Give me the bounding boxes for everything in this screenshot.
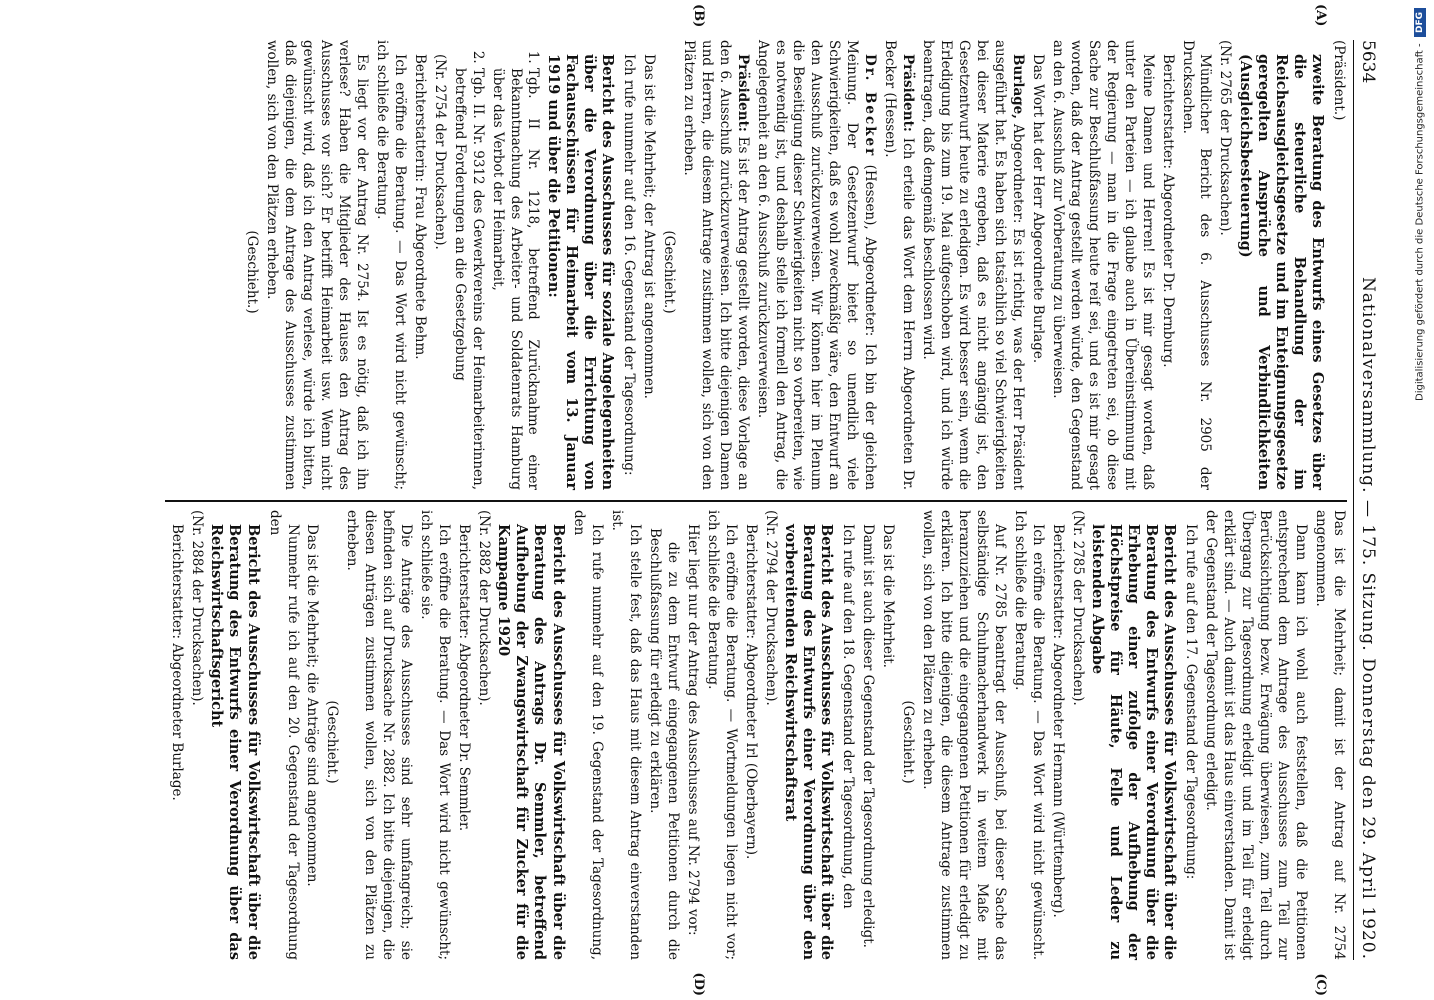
agenda-item-reporter: Berichterstatter: Abgeordneter Dr. Semmler.	[456, 524, 473, 832]
right-column	[165, 510, 1347, 996]
speech	[918, 40, 1026, 490]
agenda-item-title: Bericht des Ausschusses für Volkswirtschaft über die Beratung des Entwurfs einer Verordnung über das Reichswirtschaftsgericht	[208, 524, 262, 960]
margin-marker-b: (B)	[691, 4, 706, 28]
paragraph: Hier liegt nur der Antrag des Ausschusses auf Nr. 2794 vor:	[685, 524, 702, 936]
paragraph: Ich rufe nunmehr auf den 19. Gegenstand der Tagesordnung, den	[571, 510, 606, 960]
agenda-item-ref: (Nr. 2785 der Drucksachen).	[1069, 510, 1086, 706]
list-item: 1. Tgb. II Nr. 1218, betreffend Zurücknahme einer Bekanntmachung des Arbeiter- und Soldatenrats Hamburg über das Verbot der Heimarbeit,	[488, 68, 542, 490]
speech-text: Abgeordneter: Es ist richtig, was der Herr Präsident ausgeführt hat. Es haben sich tatsächlich so viel Schwierigkeiten bei dieser Materie ergeben, daß es nicht angängig ist, den Gesetzentwurf heute zu erledigen. Es wird besser sein, wenn die Erledigung bis zum 19. Mai aufgeschoben wird, und ich würde beantragen, daß demgemäß beschlossen wird.	[920, 40, 1026, 490]
proceedings-note: (Geschieht.)	[324, 700, 341, 784]
paragraph: Das Wort hat der Herr Abgeordnete Burlage.	[1029, 54, 1046, 364]
paragraph: Ich rufe auf den 18. Gegenstand der Tagesordnung, den	[840, 524, 857, 909]
margin-marker-d: (D)	[691, 972, 706, 996]
agenda-item-title: Bericht des Ausschusses für Volkswirtschaft über die Beratung des Entwurfs einer Verordnung über die Erhebung einer zufolge der Aufhebung der Höchstpreise für Häute, Felle und Leder zu leistenden Abgabe	[1088, 524, 1179, 960]
paragraph: Ich rufe auf den 17. Gegenstand der Tagesordnung:	[1183, 524, 1200, 880]
speech-text: Es ist der Antrag gestellt worden, diese Vorlage an den 6. Ausschuß zurückzuverweisen. Ich bitte diejenigen Damen und Herren, die diesem Antrage zustimmen wollen, sich von den Plätzen zu erheben.	[680, 40, 751, 490]
paragraph: Es liegt vor der Antrag Nr. 2754. Ist es nötig, daß ich ihn verlese? Haben die Mitglieder des Hauses den Antrag des Ausschusses vor sich? Er betrifft Heimarbeit usw. Wenn nicht gewünscht wird, daß ich den Antrag verlese, würde ich bitten, daß diejenigen, die dem Antrage des Ausschusses zustimmen wollen, sich von den Plätzen erheben.	[264, 40, 370, 490]
paragraph: Ich eröffne die Beratung. — Das Wort wird nicht gewünscht; ich schließe sie.	[418, 510, 453, 960]
agenda-item-title: Bericht des Ausschusses für Volkswirtschaft über die Beratung des Antrags Dr. Semmler, betreffend Aufhebung der Zwangswirtschaft für Zucker für die Kampagne 1920	[495, 524, 567, 960]
agenda-item-title: Bericht des Ausschusses für Volkswirtschaft über die Beratung des Entwurfs einer Verordnung über den vorbereitenden Reichswirtschaftsrat	[782, 524, 836, 960]
proceedings-note: (Geschieht.)	[244, 230, 261, 314]
agenda-item-ref: (Nr. 2884 der Drucksachen).	[189, 510, 206, 706]
agenda-item-title: Bericht des Ausschusses für soziale Angelegenheiten über die Verordnung über die Errichtung von Fachausschüssen für Heimarbeit vom 13. Januar 1919 und über die Petitionen:	[544, 54, 616, 490]
paragraph: Ich eröffne die Beratung. — Das Wort wird nicht gewünscht. Ich schließe die Beratung.	[1011, 510, 1046, 960]
agenda-item-reporter: Berichterstatter: Abgeordneter Hermann (Württemberg).	[1049, 524, 1066, 918]
paragraph: Nunmehr rufe ich auf den 20. Gegenstand der Tagesordnung den	[266, 510, 301, 960]
agenda-item-reporter: Berichterstatter: Abgeordneter Dr. Dernburg.	[1159, 54, 1176, 368]
agenda-item-reporter: Berichterstatter: Abgeordneter Burlage.	[169, 524, 186, 801]
digitization-credit	[1410, 8, 1430, 988]
agenda-item-ref: (Nr. 2765 der Drucksachen).	[1217, 40, 1234, 236]
paragraph: Ich eröffne die Beratung. — Wortmeldungen liegen nicht vor; ich schließe die Beratung.	[705, 510, 740, 960]
agenda-item-ref: (Nr. 2754 der Drucksachen).	[431, 54, 448, 250]
speech-text: (Hessen), Abgeordneter: Ich bin der gleichen Meinung. Der Gesetzentwurf bietet so unendlich viele Schwierigkeiten, daß es wohl zweckmäßig wäre, den Entwurf an den Ausschuß zurückzuverweisen. Wir können hier im Plenum die Beseitigung dieser Schwierigkeiten nicht so vorbereiten, wie es notwendig ist, und deshalb stelle ich formell den Antrag, die Angelegenheit an den 6. Ausschuß zurückzuverweisen.	[754, 40, 879, 491]
paragraph: Ich eröffne die Beratung. — Das Wort wird nicht gewünscht; ich schließe die Beratung.	[373, 40, 408, 490]
speech	[880, 40, 916, 490]
paragraph: Damit ist auch dieser Gegenstand der Tagesordnung erledigt.	[860, 524, 877, 948]
proceedings-note: (Geschieht.)	[900, 700, 917, 784]
proceedings-note: (Geschieht.)	[660, 230, 677, 314]
paragraph: Das ist die Mehrheit.	[880, 524, 897, 668]
margin-marker-c: (C)	[1313, 973, 1328, 996]
paragraph: Meine Damen und Herren! Es ist mir gesagt worden, daß unter den Parteien — ich glaube auch in Übereinstimmung mit der Regierung — man in die Frage eingetreten sei, ob diese Sache zur Beschlußfassung heute reif sei, und es ist mir gesagt worden, daß der Antrag gestellt werden würde, den Gegenstand an den 6. Ausschuß zur Vorberatung zu überweisen.	[1049, 40, 1156, 490]
paragraph: Dann kann ich wohl auch feststellen, daß die Petitionen entsprechend dem Antrage des Ausschusses zum Teil zur Berücksichtigung bezw. Erwägung überwiesen, zum Teil durch Übergang zur Tagesordnung erledigt und im Teil für erledigt erklärt sind. — Auch damit ist das Haus einverstanden. Damit ist der Gegenstand der Tagesordnung erledigt.	[1203, 510, 1310, 960]
paragraph: Das ist die Mehrheit; die Anträge sind angenommen.	[304, 524, 321, 887]
agenda-item-ref: (Nr. 2794 der Drucksachen).	[763, 510, 780, 706]
margin-marker-a: (A)	[1313, 4, 1328, 27]
paragraph: Ich rufe nunmehr auf den 16. Gegenstand der Tagesordnung:	[620, 54, 637, 476]
left-column	[165, 4, 1347, 491]
agenda-item-ref: (Nr. 2882 der Drucksachen).	[476, 510, 493, 706]
list-item: 2. Tgb. II. Nr. 9312 des Gewerkvereins der Heimarbeiterinnen, betreffend Forderungen an die Gesetzgebung	[450, 68, 486, 490]
agenda-item-reporter: Berichterstatterin: Frau Abgeordnete Behm.	[411, 54, 428, 360]
agenda-item-report: Mündlicher Bericht des 6. Ausschusses Nr. 2905 der Drucksachen.	[1179, 40, 1214, 490]
agenda-item-title: zweite Beratung des Entwurfs eines Gesetzes über die steuerliche Behandlung der im Reichsausgleichsgesetze und im Enteignungsgesetze geregelten Ansprüche und Verbindlichkeiten (Ausgleichsbesteuerung)	[1236, 54, 1327, 490]
speaker-label: (Präsident.)	[1331, 40, 1347, 121]
speech-text: Ich erteile das Wort dem Herrn Abgeordneten Dr. Becker (Hessen).	[882, 40, 917, 490]
petition-list	[450, 68, 542, 490]
page-header	[1353, 40, 1378, 960]
column-divider	[165, 500, 1347, 502]
paragraph: Ich stelle fest, daß das Haus mit diesem Antrag einverstanden ist.	[609, 510, 644, 960]
page-number: 5634	[1358, 40, 1378, 84]
paragraph: die zu dem Entwurf eingegangenen Petitionen durch die Beschlußfassung für erledigt zu erklären.	[647, 528, 682, 960]
agenda-item-reporter: Berichterstatter: Abgeordneter Irl (Oberbayern).	[743, 524, 760, 860]
dfg-logo: DFG	[1414, 8, 1426, 37]
speaker-name: Präsident:	[734, 54, 751, 132]
speech	[753, 40, 879, 490]
speech	[679, 40, 751, 490]
speaker-name: Dr. Becker	[862, 54, 879, 158]
paragraph: Das ist die Mehrheit; damit ist der Antrag auf Nr. 2754 angenommen.	[1313, 510, 1347, 960]
credit-text: Digitalisierung gefördert durch die Deutsche Forschungsgemeinschaft -	[1414, 43, 1426, 401]
paragraph: Auf Nr. 2785 beantragt der Ausschuß, bei dieser Sache das selbständige Schuhmacherhandwerk in weitem Maße mit heranzuziehen und die eingegangenen Petitionen für erledigt zu erklären. Ich bitte diejenigen, die diesem Antrage zustimmen wollen, sich von den Plätzen zu erheben.	[920, 510, 1008, 960]
paragraph: Die Anträge des Ausschusses sind sehr umfangreich; sie befinden sich auf Drucksache Nr. 2882. Ich bitte diejenigen, die diesen Anträgen zustimmen wollen, sich von den Plätzen zu erheben.	[344, 510, 415, 960]
running-title: Nationalversammlung. — 175. Sitzung. Donnerstag den 29. April 1920.	[1358, 277, 1378, 960]
speaker-name: Präsident:	[900, 54, 917, 132]
speaker-name: Burlage,	[1009, 54, 1026, 119]
paragraph: Das ist die Mehrheit; der Antrag ist angenommen.	[640, 54, 657, 399]
